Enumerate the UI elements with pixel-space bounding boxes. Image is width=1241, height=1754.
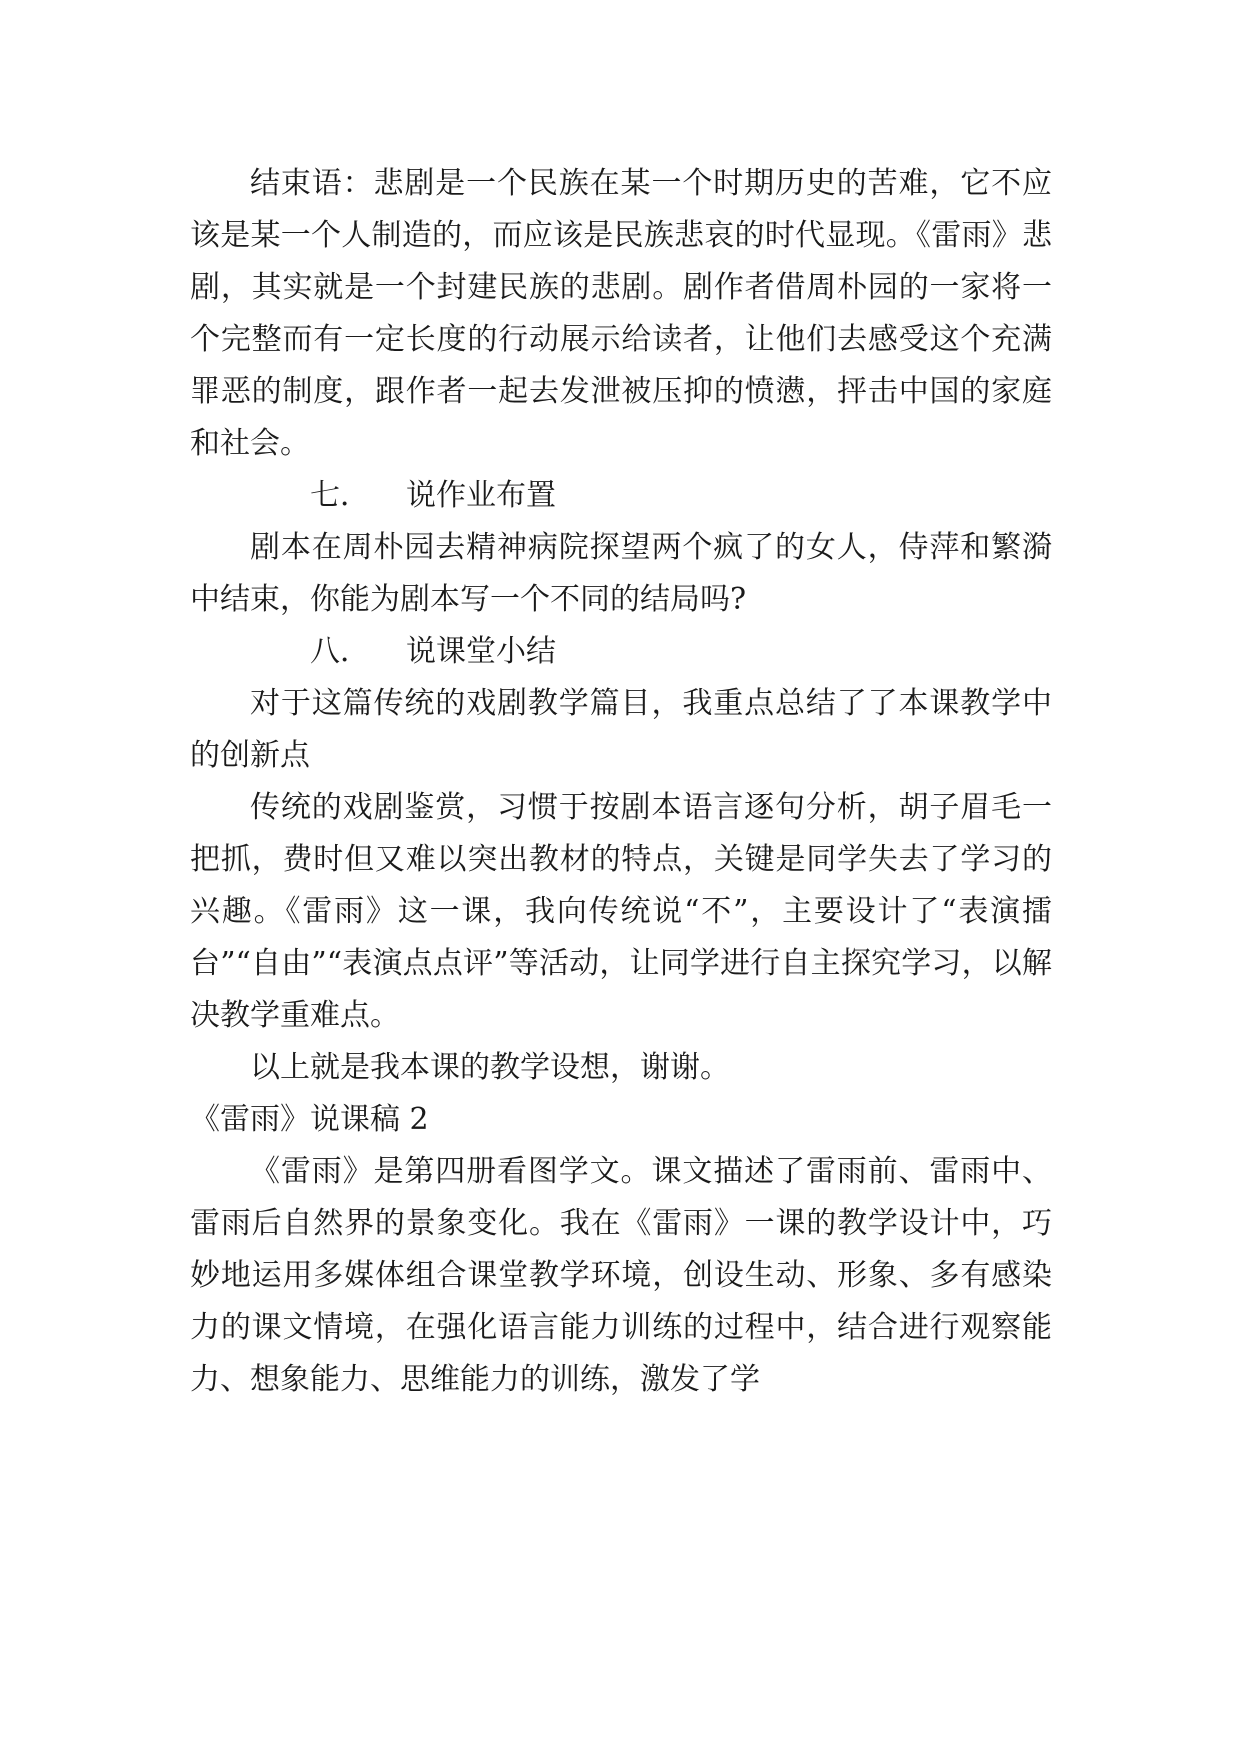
document-page xyxy=(190,158,1052,1406)
section-heading-summary xyxy=(190,626,1052,678)
paragraph-homework: 剧本在周朴园去精神病院探望两个疯了的女人，侍萍和繁漪中结束，你能为剧本写一个不同的结局吗? xyxy=(190,530,1052,617)
section-number: 七． xyxy=(310,478,370,513)
paragraph-summary-intro: 对于这篇传统的戏剧教学篇目，我重点总结了了本课教学中的创新点 xyxy=(190,686,1052,773)
section-heading-homework xyxy=(190,470,1052,522)
paragraph-conclusion: 结束语：悲剧是一个民族在某一个时期历史的苦难，它不应该是某一个人制造的，而应该是民族悲哀的时代显现。《雷雨》悲剧，其实就是一个封建民族的悲剧。剧作者借周朴园的一家将一个完整而有一定长度的行动展示给读者，让他们去感受这个充满罪恶的制度，跟作者一起去发泄被压抑的愤懑，抨击中国的家庭和社会。 xyxy=(190,166,1052,461)
section-title: 说课堂小结 xyxy=(406,634,556,669)
paragraph-closing: 以上就是我本课的教学设想，谢谢。 xyxy=(250,1050,730,1085)
section-title: 说作业布置 xyxy=(406,478,556,513)
section-number: 八． xyxy=(310,634,370,669)
paragraph-doc2-intro: 《雷雨》是第四册看图学文。课文描述了雷雨前、雷雨中、雷雨后自然界的景象变化。我在《雷雨》一课的教学设计中，巧妙地运用多媒体组合课堂教学环境，创设生动、形象、多有感染力的课文情境，在强化语言能力训练的过程中，结合进行观察能力、想象能力、思维能力的训练，激发了学 xyxy=(190,1154,1052,1397)
document-title: 《雷雨》说课稿 2 xyxy=(190,1102,429,1137)
paragraph-innovation: 传统的戏剧鉴赏，习惯于按剧本语言逐句分析，胡子眉毛一把抓，费时但又难以突出教材的特点，关键是同学失去了学习的兴趣。《雷雨》这一课，我向传统说“不”，主要设计了“表演擂台”“自由”“表演点点评”等活动，让同学进行自主探究学习，以解决教学重难点。 xyxy=(190,790,1052,1033)
